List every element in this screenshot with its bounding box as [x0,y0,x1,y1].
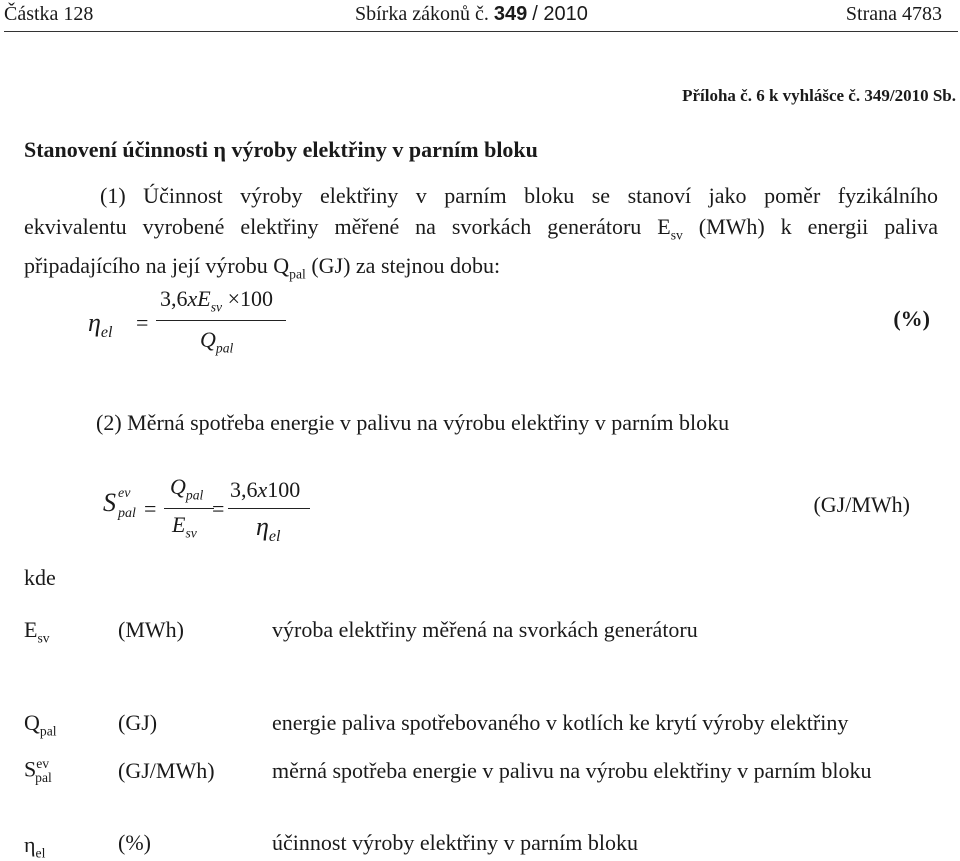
section-title: Stanovení účinnosti η výroby elektřiny v parním bloku [24,137,538,162]
def-text-esv: výroba elektřiny měřená na svorkách generátoru [272,617,698,642]
def-symbol-eta [24,832,45,861]
f2-lhs-sup: ev [118,486,131,501]
def-unit-esv: (MWh) [118,617,184,642]
paragraph-1-line-3 [24,250,938,289]
p1-line2-sub: sv [670,227,683,243]
f1-denominator [200,327,233,356]
f2-lhs-sub: pal [118,506,136,521]
f1-unit: (%) [893,306,930,331]
header-collection-title [355,3,588,26]
f1-eta: η [88,308,101,337]
where-label: kde [24,565,56,590]
def-sym: Q [24,710,40,735]
header-collection-number: 349 [493,3,528,25]
f2-lhs-S: S [103,488,116,517]
def-sup: ev [36,756,50,771]
f1-fraction-bar [156,320,286,321]
f2-f2-numerator [230,477,300,503]
def-symbol-esv [24,617,50,646]
f1-num-coef: 3,6 [160,286,188,311]
f1-numerator [160,286,273,315]
f1-den-Q-sub: pal [215,340,234,356]
p1-line2-text: ekvivalentu vyrobené elektřiny měřené na svorkách generátoru E [24,214,671,239]
annex-reference: Příloha č. 6 k vyhlášce č. 349/2010 Sb. [682,86,956,105]
def-unit-qpal: (GJ) [118,710,158,735]
f1-num-E: E [197,286,211,311]
f2-num-coef: 3,6 [230,477,258,502]
f2-f1-denominator [172,512,197,541]
f1-lhs [88,308,113,342]
paragraph-1 [24,180,938,290]
f1-num-100: 100 [240,286,273,311]
f1-num-times: × [227,286,240,311]
f2-num-100: 100 [267,477,301,502]
header-part-number: Částka 128 [4,3,94,25]
paragraph-1-line-2 [24,211,938,250]
def-unit-eta: (%) [118,830,151,855]
header-collection-prefix: Sbírka zákonů č. [355,3,489,25]
f2-num-Q: Q [170,474,186,499]
def-sub: el [35,845,46,861]
def-symbol-qpal [24,710,57,739]
f2-fraction-bar-2 [228,508,310,509]
def-text-eta: účinnost výroby elektřiny v parním bloku [272,830,638,855]
p1-line3-suffix: (GJ) za stejnou dobu: [305,253,501,279]
def-sym: S [24,756,37,782]
f1-eta-sub: el [100,324,113,342]
header-collection-year: / 2010 [532,3,588,25]
header-page-number: Strana 4783 [845,3,942,25]
p1-line3-text: připadajícího na její výrobu Q [24,253,290,279]
def-unit-spal: (GJ/MWh) [118,758,215,783]
def-sym: η [24,832,36,857]
f1-equals: = [136,310,149,335]
p1-line3-sub: pal [289,266,306,282]
f2-fraction-bar-1 [164,508,214,509]
def-sub: sv [37,630,50,646]
f1-num-x: x [187,286,198,311]
def-text-spal: měrná spotřeba energie v palivu na výrobu elektřiny v parním bloku [272,758,872,783]
f1-den-Q: Q [200,327,216,352]
f2-den-E-sub: sv [185,525,197,541]
header-rule [4,31,958,32]
def-sym: E [24,617,38,642]
f2-num-x: x [257,477,268,502]
f2-num-Q-sub: pal [185,487,204,503]
f2-equals-1: = [144,496,157,521]
paragraph-1-line-1: (1) Účinnost výroby elektřiny v parním bloku se stanoví jako poměr fyzikálního [100,183,938,208]
paragraph-2: (2) Měrná spotřeba energie v palivu na výrobu elektřiny v parním bloku [96,410,730,435]
def-text-qpal: energie paliva spotřebovaného v kotlích ke krytí výroby elektřiny [272,710,849,735]
f2-den-E: E [172,512,186,537]
def-symbol-spal [24,756,52,786]
f2-equals-2: = [212,496,225,521]
p1-line2-suffix: (MWh) k energii paliva [682,214,938,239]
def-sub: pal [39,723,57,739]
f2-f2-denominator [256,512,281,546]
def-sub: pal [35,769,52,785]
f2-unit: (GJ/MWh) [813,492,910,517]
f2-f1-numerator [170,474,203,503]
f1-num-E-sub: sv [210,299,223,315]
f2-den-eta: η [256,512,269,541]
f2-den-eta-sub: el [268,528,281,546]
